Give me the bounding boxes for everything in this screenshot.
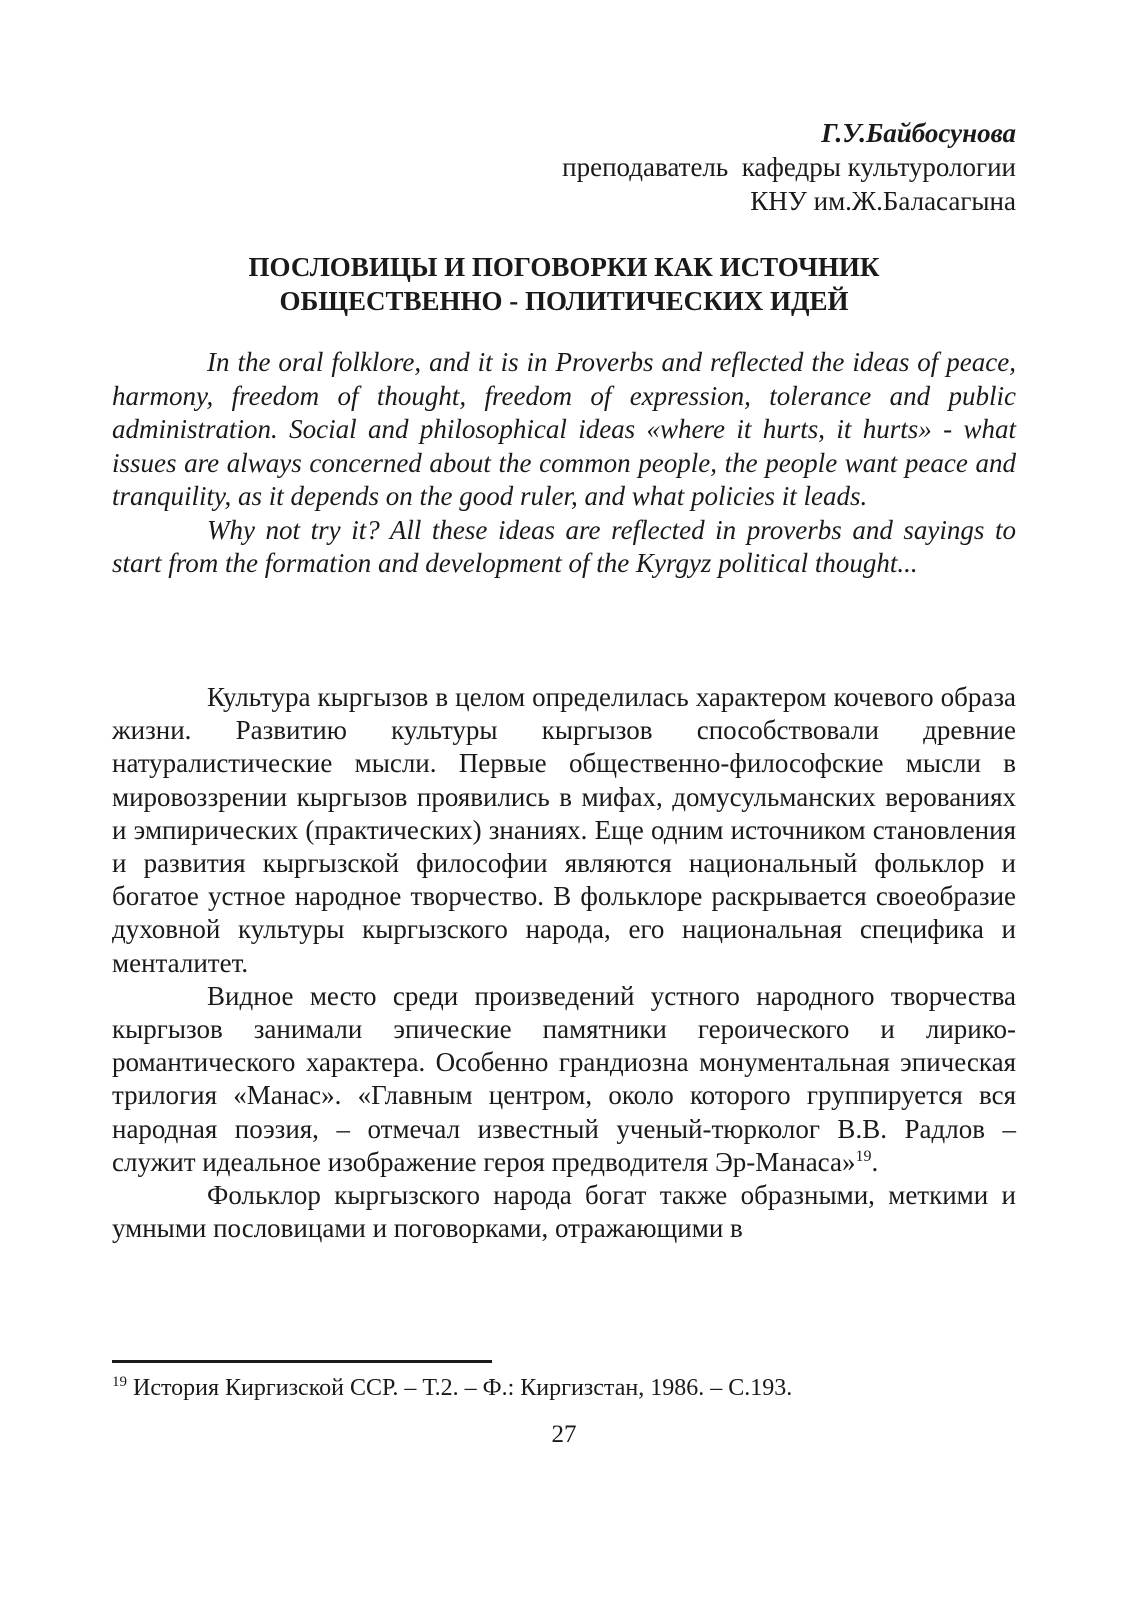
footnote-text: История Киргизской ССР. – Т.2. – Ф.: Киргизстан, 1986. – С.193. xyxy=(127,1375,793,1401)
article-title xyxy=(112,250,1016,318)
body-paragraph-2 xyxy=(112,980,1016,1179)
footnote-reference: 19 xyxy=(855,1147,872,1165)
abstract xyxy=(112,346,1016,581)
body-paragraph-1: Культура кыргызов в целом определилась характером кочевого образа жизни. Развитию культуры кыргызов способствовали древние натуралистические мысли. Первые общественно-философские мысли в мировоззрении кыргызов проявились в мифах, домусульманских верованиях и эмпирических (практических) знаниях. Еще одним источником становления и развития кыргызской философии являются национальный фольклор и богатое устное народное творчество. В фольклоре раскрывается своеобразие духовной культуры кыргызского народа, его национальная специфика и менталитет. xyxy=(112,682,1016,978)
abstract-paragraph: In the oral folklore, and it is in Proverbs and reflected the ideas of peace, harmony, freedom of thought, freedom of expression, tolerance and public administration. Social and philosophical ideas «where it hurts, it hurts» - what issues are always concerned about the common people, the people want peace and tranquility, as it depends on the good ruler, and what policies it leads. xyxy=(112,347,1016,511)
title-line-1: ПОСЛОВИЦЫ И ПОГОВОРКИ КАК ИСТОЧНИК xyxy=(248,252,880,282)
author-affiliation: КНУ им.Ж.Баласагына xyxy=(750,186,1016,216)
body-paragraph-2-end: . xyxy=(871,1146,879,1177)
footnote-divider xyxy=(112,1360,492,1363)
author-position: преподаватель кафедры культурологии xyxy=(562,152,1016,182)
article-body xyxy=(112,681,1016,1245)
footnote-number: 19 xyxy=(112,1374,127,1390)
author-block xyxy=(316,116,1016,218)
abstract-paragraph: Why not try it? All these ideas are reflected in proverbs and sayings to start from the formation and development of the Kyrgyz political thought... xyxy=(112,514,1016,578)
page-number: 27 xyxy=(551,1421,577,1448)
body-paragraph-2-text: Видное место среди произведений устного народного творчества кыргызов занимали эпические памятники героического и лирико-романтического характера. Особенно грандиозна монументальная эпическая трилогия «Манас». «Главным центром, около которого группируется вся народная поэзия, – отмечал известный ученый-тюрколог В.В. Радлов – служит идеальное изображение героя предводителя Эр-Манаса» xyxy=(112,980,1016,1177)
author-name: Г.У.Байбосунова xyxy=(821,118,1016,148)
title-line-2: ОБЩЕСТВЕННО - ПОЛИТИЧЕСКИХ ИДЕЙ xyxy=(279,286,849,316)
body-paragraph-3: Фольклор кыргызского народа богат также образными, меткими и умными пословицами и поговорками, отражающими в xyxy=(112,1180,1016,1244)
footnote xyxy=(112,1373,1016,1403)
